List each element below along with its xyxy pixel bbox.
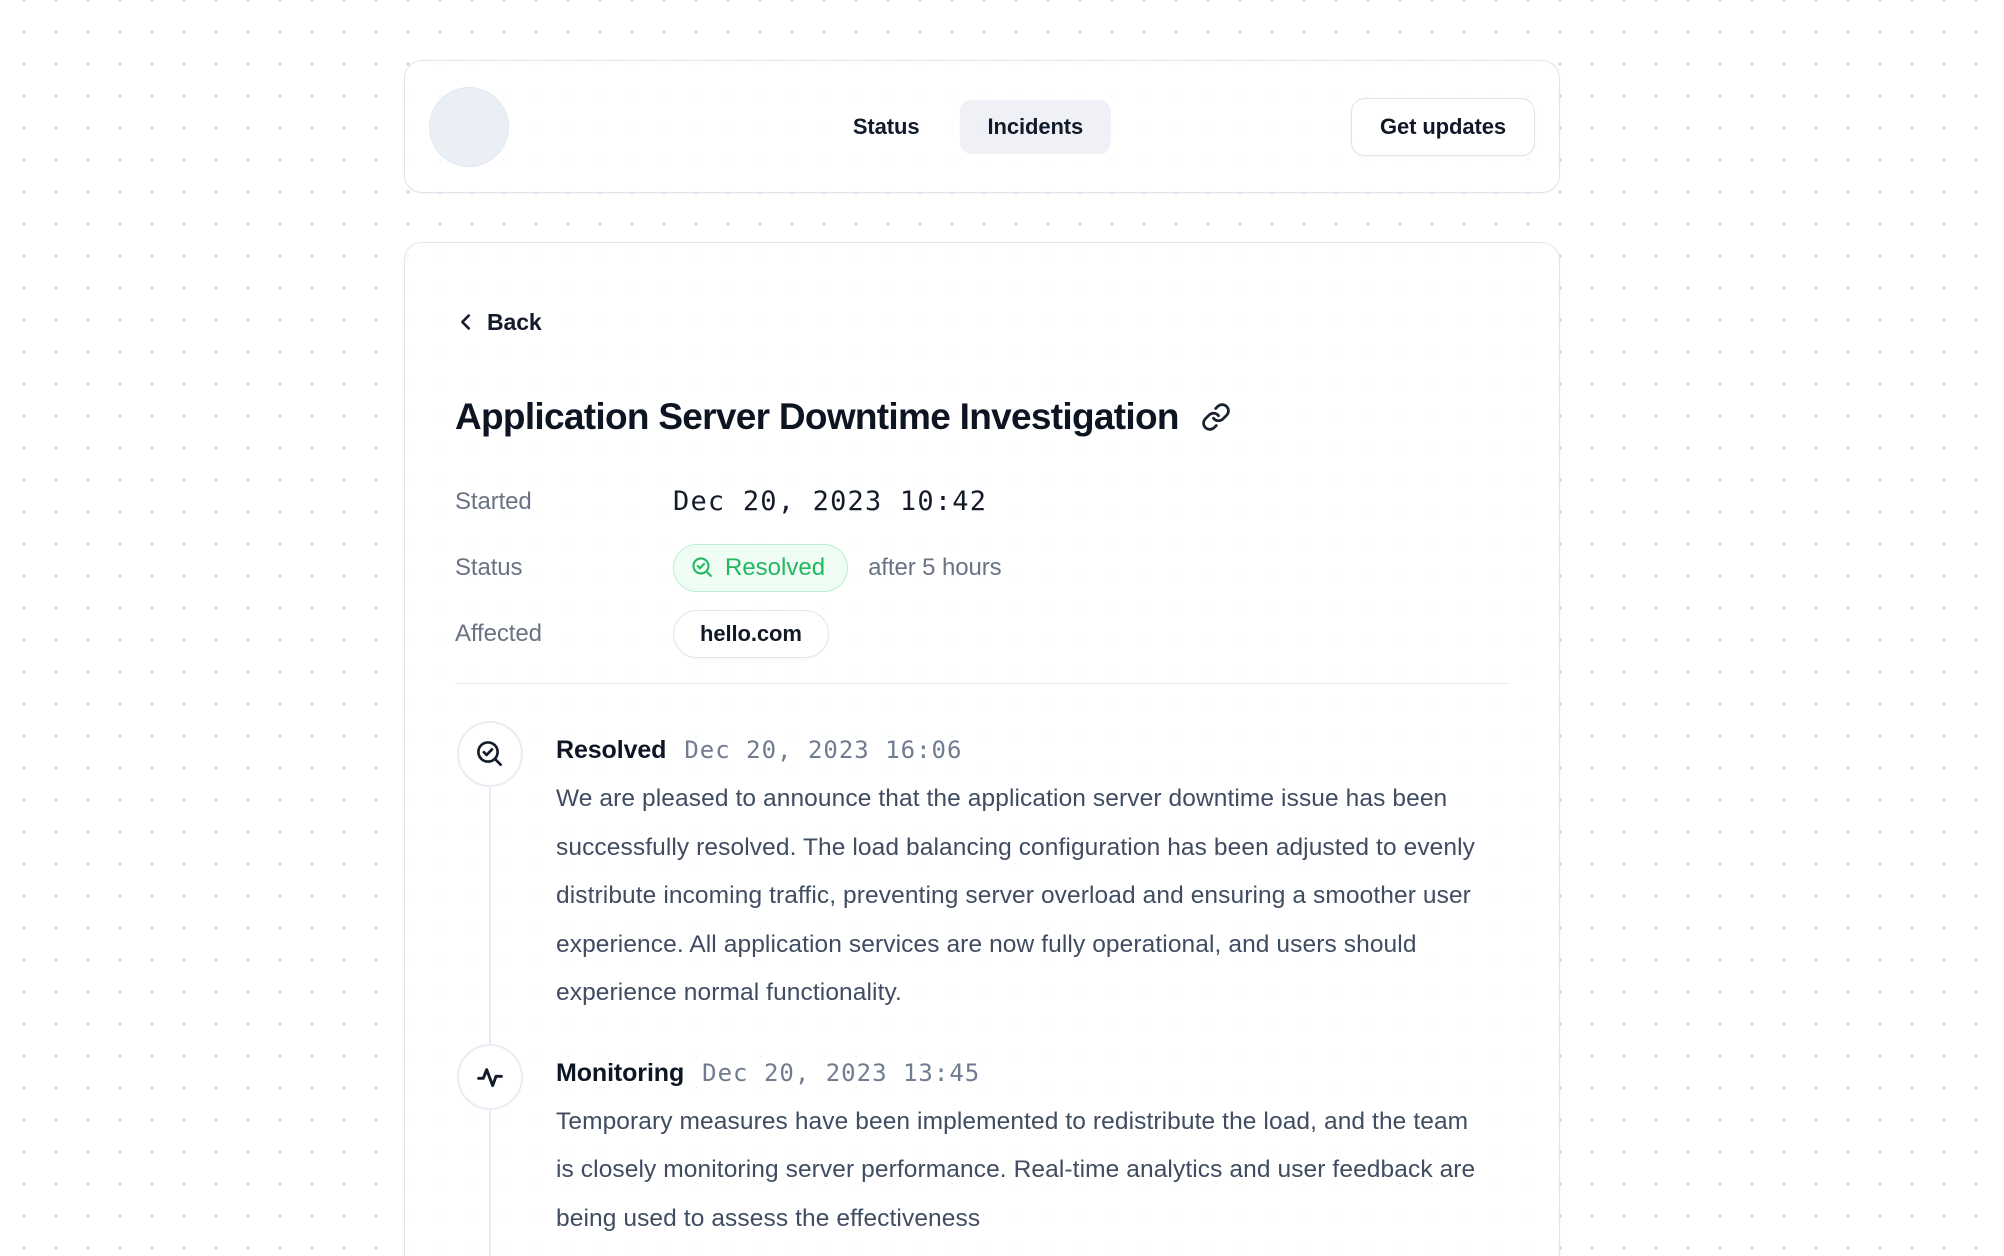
timeline-entry-monitoring [455,1044,1509,1244]
permalink-icon[interactable] [1201,402,1231,432]
chevron-left-icon [455,311,477,333]
incident-timeline [455,721,1509,1243]
meta-row-status [455,543,1509,592]
affected-component-chip[interactable]: hello.com [673,610,829,658]
started-value: Dec 20, 2023 10:42 [673,486,988,517]
incident-title-row [455,393,1509,441]
zoom-check-icon [457,721,523,787]
status-badge-label: Resolved [725,553,826,581]
timeline-entry-content [556,1044,1509,1244]
zoom-check-icon [690,555,715,580]
status-duration: after 5 hours [868,553,1002,581]
timeline-entry-head [556,1044,1509,1090]
activity-icon [457,1044,523,1110]
incident-meta [455,477,1509,658]
get-updates-button[interactable]: Get updates [1351,98,1535,156]
meta-row-started [455,477,1509,526]
site-logo-avatar [429,87,509,167]
timeline-entry-timestamp: Dec 20, 2023 13:45 [702,1058,981,1087]
timeline-entry-timestamp: Dec 20, 2023 16:06 [684,736,963,764]
back-label: Back [487,309,542,335]
nav-tab-status[interactable]: Status [852,113,920,139]
section-divider [455,683,1509,684]
timeline-entry-body: Temporary measures have been implemented to redistribute the load, and the team is closely monitoring server performance. Real-time analytics and user feedback are being used to assess the effectiveness [556,1107,1476,1232]
header-nav [853,100,1111,154]
timeline-entry-title: Resolved [556,736,667,764]
incident-title: Application Server Downtime Investigation [455,396,1179,437]
meta-row-affected [455,609,1509,658]
nav-tab-incidents[interactable]: Incidents [959,100,1111,154]
back-link[interactable] [455,307,542,337]
timeline-entry-body: We are pleased to announce that the application server downtime issue has been successfully resolved. The load balancing configuration has been adjusted to evenly distribute incoming traffic, preventing server overload and ensuring a smoother user experience. All application services are now fully operational, and users should experience normal functionality. [556,785,1476,1006]
affected-label: Affected [455,619,542,647]
started-label: Started [455,487,532,515]
status-label: Status [455,553,523,581]
page-column [404,60,1560,1256]
timeline-entry-content [556,721,1509,1018]
timeline-entry-resolved [455,721,1509,1018]
timeline-entry-head [556,721,1509,767]
status-page-header [404,60,1560,193]
incident-detail-card [404,242,1560,1256]
status-badge [673,544,848,592]
timeline-entry-title: Monitoring [556,1058,685,1087]
